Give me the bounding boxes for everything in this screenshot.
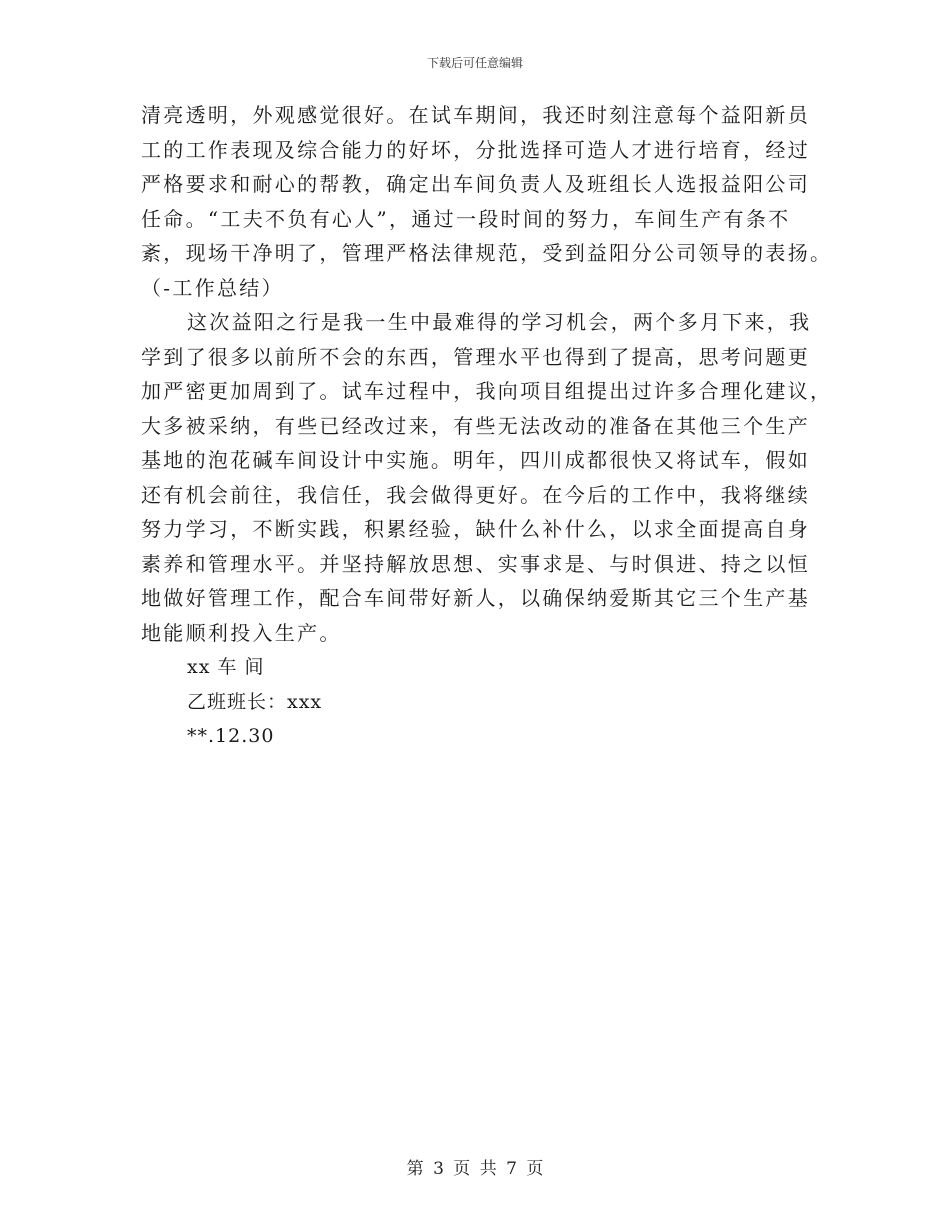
text-line: 加严密更加周到了。试车过程中，我向项目组提出过许多合理化建议，: [141, 379, 833, 403]
text-line: 清亮透明，外观感觉很好。在试车期间，我还时刻注意每个益阳新员: [141, 103, 810, 127]
signature-workshop: xx 车 间: [187, 656, 265, 678]
text-line: 地能顺利投入生产。: [141, 620, 342, 645]
text-line: 紊，现场干净明了，管理严格法律规范，受到益阳分公司领导的表扬。: [141, 241, 833, 265]
text-line: 努力学习，不断实践，积累经验，缺什么补什么，以求全面提高自身: [141, 517, 810, 541]
paragraph-2: [141, 305, 833, 650]
text-line: 大多被采纳，有些已经改过来，有些无法改动的准备在其他三个生产: [141, 413, 810, 438]
text-line: 工的工作表现及综合能力的好坏，分批选择可造人才进行培育，经过: [141, 137, 810, 162]
text-line: 学到了很多以前所不会的东西，管理水平也得到了提高，思考问题更: [141, 344, 810, 369]
document-body: [141, 98, 833, 754]
text-line: 地做好管理工作，配合车间带好新人，以确保纳爱斯其它三个生产基: [141, 586, 810, 610]
text-line: 任命。“工夫不负有心人”，通过一段时间的努力，车间生产有条不: [141, 206, 791, 231]
signature-date: **.12.30: [187, 725, 275, 747]
page-header: 下载后可任意编辑: [426, 56, 523, 70]
text-line: 基地的泡花碱车间设计中实施。明年，四川成都很快又将试车，假如: [141, 448, 810, 472]
signature-block: [141, 650, 813, 754]
text-line: 严格要求和耐心的帮教，确定出车间负责人及班组长人选报益阳公司: [141, 172, 810, 196]
text-line: 这次益阳之行是我一生中最难得的学习机会，两个多月下来，我: [187, 310, 812, 334]
paragraph-1: [141, 98, 833, 305]
text-line: （-工作总结）: [141, 275, 284, 300]
page-footer: 第 3 页 共 7 页: [406, 1159, 544, 1179]
text-line: 还有机会前往，我信任，我会做得更好。在今后的工作中，我将继续: [141, 482, 810, 507]
signature-leader: 乙班班长：xxx: [187, 690, 323, 713]
text-line: 素养和管理水平。并坚持解放思想、实事求是、与时俱进、持之以恒: [141, 551, 810, 576]
